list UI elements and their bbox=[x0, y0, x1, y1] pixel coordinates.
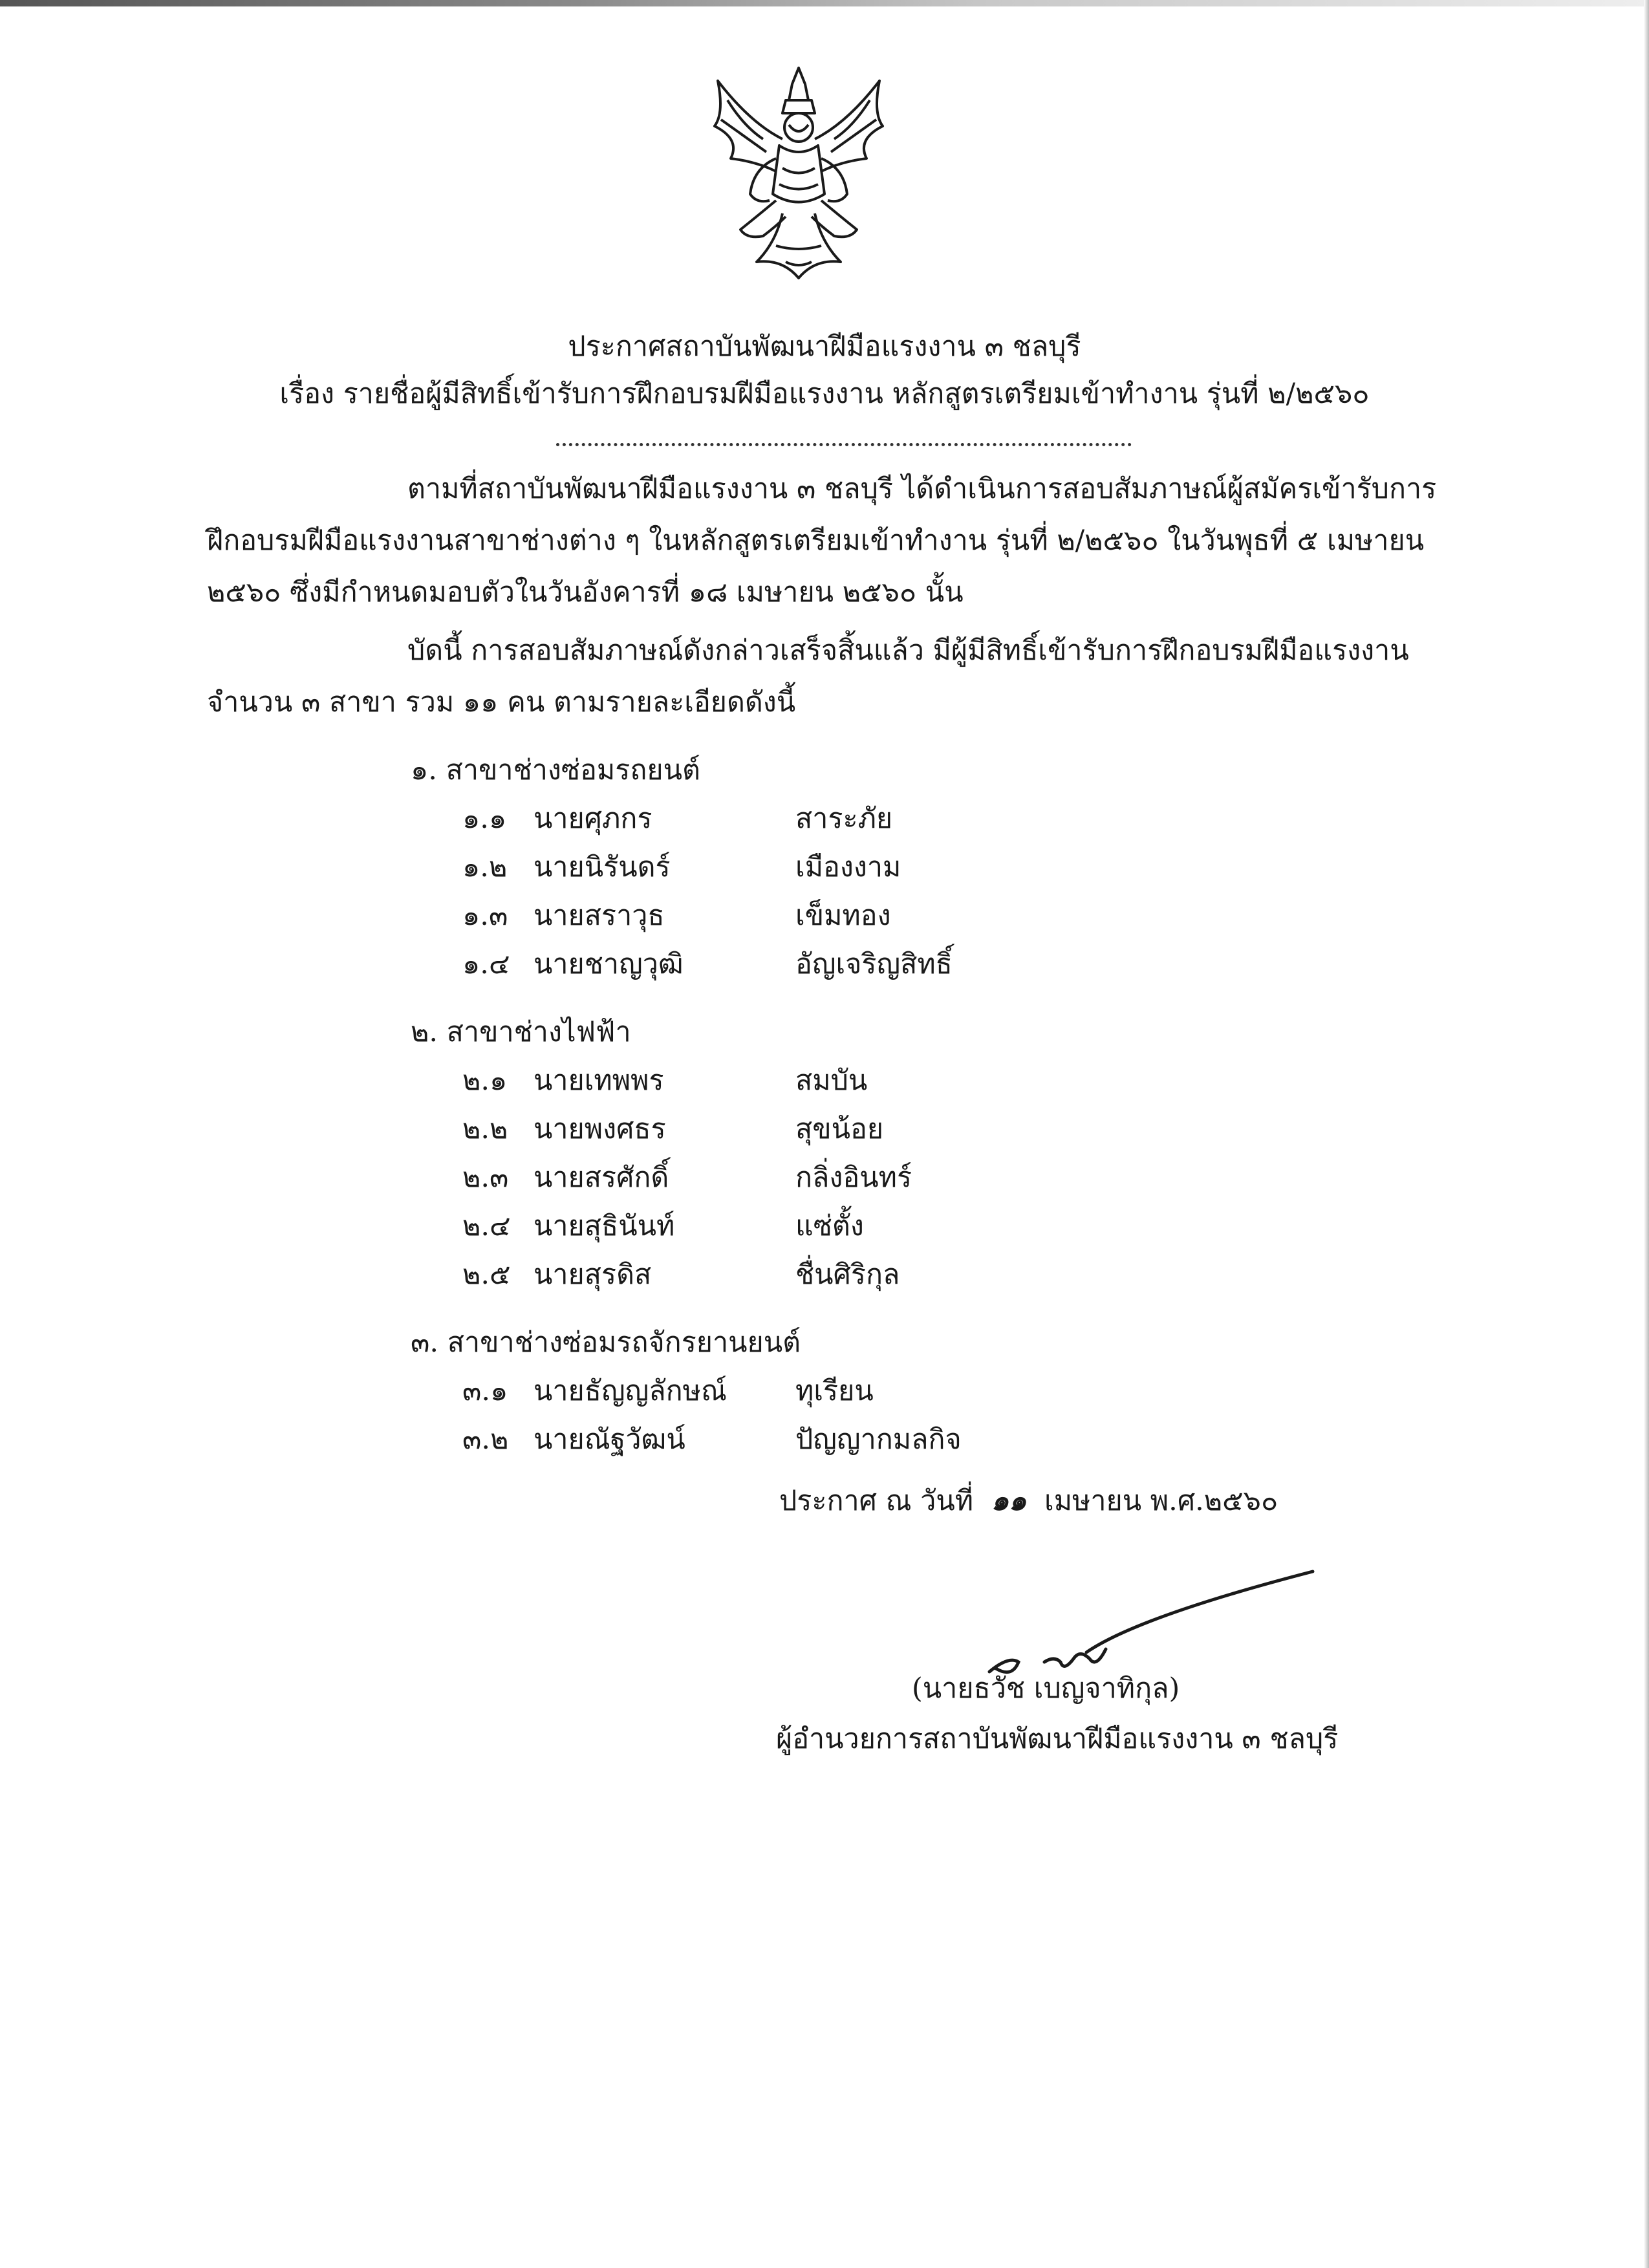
handwritten-signature bbox=[983, 1565, 1319, 1681]
list-item-first-name: นายสราวุธ bbox=[534, 900, 665, 932]
list-item-last-name: สาระภัย bbox=[795, 803, 893, 835]
announcement-date bbox=[779, 1487, 1278, 1515]
list-item-first-name: นายนิรันดร์ bbox=[534, 851, 671, 883]
list-item-number: ๒.๓ bbox=[462, 1161, 509, 1194]
list-item-first-name: นายชาญวุฒิ bbox=[534, 948, 684, 980]
list-item-last-name: ปัญญากมลกิจ bbox=[795, 1423, 962, 1456]
list-item-last-name: แซ่ตั้ง bbox=[795, 1210, 864, 1242]
section-heading: ๓. สาขาช่างซ่อมรถจักรยานยนต์ bbox=[411, 1326, 801, 1359]
list-item-number: ๑.๒ bbox=[462, 851, 508, 883]
list-item-first-name: นายสุธินันท์ bbox=[534, 1210, 675, 1242]
section-heading: ๒. สาขาช่างไฟฟ้า bbox=[411, 1016, 631, 1048]
title-divider bbox=[556, 443, 1132, 446]
list-item-first-name: นายธัญญลักษณ์ bbox=[534, 1375, 727, 1407]
announcement-title: ประกาศสถาบันพัฒนาฝีมือแรงงาน ๓ ชลบุรี bbox=[568, 330, 1081, 363]
list-item-number: ๒.๔ bbox=[462, 1210, 511, 1242]
list-item-first-name: นายสรศักดิ์ bbox=[534, 1161, 669, 1194]
scan-edge-top bbox=[0, 0, 1649, 6]
list-item-last-name: ชื่นศิริกุล bbox=[795, 1258, 900, 1291]
list-item-first-name: นายเทพพร bbox=[534, 1064, 664, 1097]
list-item-first-name: นายพงศธร bbox=[534, 1113, 666, 1145]
list-item-last-name: สุขน้อย bbox=[795, 1113, 884, 1145]
announcement-date-day: ๑๑ bbox=[991, 1485, 1027, 1517]
announcement-subject: เรื่อง รายชื่อผู้มีสิทธิ์เข้ารับการฝึกอบรมฝีมือแรงงาน หลักสูตรเตรียมเข้าทำงาน รุ่นที่ ๒/๒๕๖๐ bbox=[279, 378, 1370, 410]
announcement-date-suffix: เมษายน พ.ศ.๒๕๖๐ bbox=[1044, 1485, 1278, 1517]
list-item-number: ๑.๔ bbox=[462, 948, 510, 980]
list-item-number: ๒.๒ bbox=[462, 1113, 508, 1145]
list-item-last-name: อัญเจริญสิทธิ์ bbox=[795, 948, 953, 980]
signer-name: (นายธวัช เบญจาทิกุล) bbox=[912, 1672, 1180, 1705]
list-item-last-name: ทุเรียน bbox=[795, 1375, 874, 1407]
list-item-number: ๓.๒ bbox=[462, 1423, 509, 1456]
signer-position: ผู้อำนวยการสถาบันพัฒนาฝีมือแรงงาน ๓ ชลบุรี bbox=[776, 1723, 1339, 1755]
garuda-emblem-icon bbox=[679, 55, 918, 294]
paragraph-1-line-2: ฝึกอบรมฝีมือแรงงานสาขาช่างต่าง ๆ ในหลักสูตรเตรียมเข้าทำงาน รุ่นที่ ๒/๒๕๖๐ ในวันพุธที่ ๕ เมษายน bbox=[207, 524, 1425, 557]
list-item-last-name: เข็มทอง bbox=[795, 900, 891, 932]
list-item-number: ๑.๑ bbox=[462, 803, 507, 835]
list-item-last-name: สมบัน bbox=[795, 1064, 868, 1097]
paragraph-1-line-1: ตามที่สถาบันพัฒนาฝีมือแรงงาน ๓ ชลบุรี ได้ดำเนินการสอบสัมภาษณ์ผู้สมัครเข้ารับการ bbox=[407, 473, 1437, 505]
paragraph-2-line-1: บัดนี้ การสอบสัมภาษณ์ดังกล่าวเสร็จสิ้นแล้ว มีผู้มีสิทธิ์เข้ารับการฝึกอบรมฝีมือแรงงาน bbox=[407, 634, 1409, 667]
announcement-date-prefix: ประกาศ ณ วันที่ bbox=[779, 1485, 974, 1517]
list-item-last-name: กลิ่งอินทร์ bbox=[795, 1161, 912, 1194]
list-item-number: ๒.๕ bbox=[462, 1258, 511, 1291]
list-item-first-name: นายสุรดิส bbox=[534, 1258, 652, 1291]
paragraph-1-line-3: ๒๕๖๐ ซึ่งมีกำหนดมอบตัวในวันอังคารที่ ๑๘ เมษายน ๒๕๖๐ นั้น bbox=[207, 576, 964, 609]
list-item-number: ๑.๓ bbox=[462, 900, 508, 932]
list-item-number: ๓.๑ bbox=[462, 1375, 508, 1407]
list-item-number: ๒.๑ bbox=[462, 1064, 508, 1097]
list-item-first-name: นายณัฐวัฒน์ bbox=[534, 1423, 685, 1456]
paragraph-2-line-2: จำนวน ๓ สาขา รวม ๑๑ คน ตามรายละเอียดดังนี้ bbox=[207, 686, 796, 718]
list-item-first-name: นายศุภกร bbox=[534, 803, 652, 835]
list-item-last-name: เมืองงาม bbox=[795, 851, 901, 883]
section-heading: ๑. สาขาช่างซ่อมรถยนต์ bbox=[411, 754, 700, 786]
